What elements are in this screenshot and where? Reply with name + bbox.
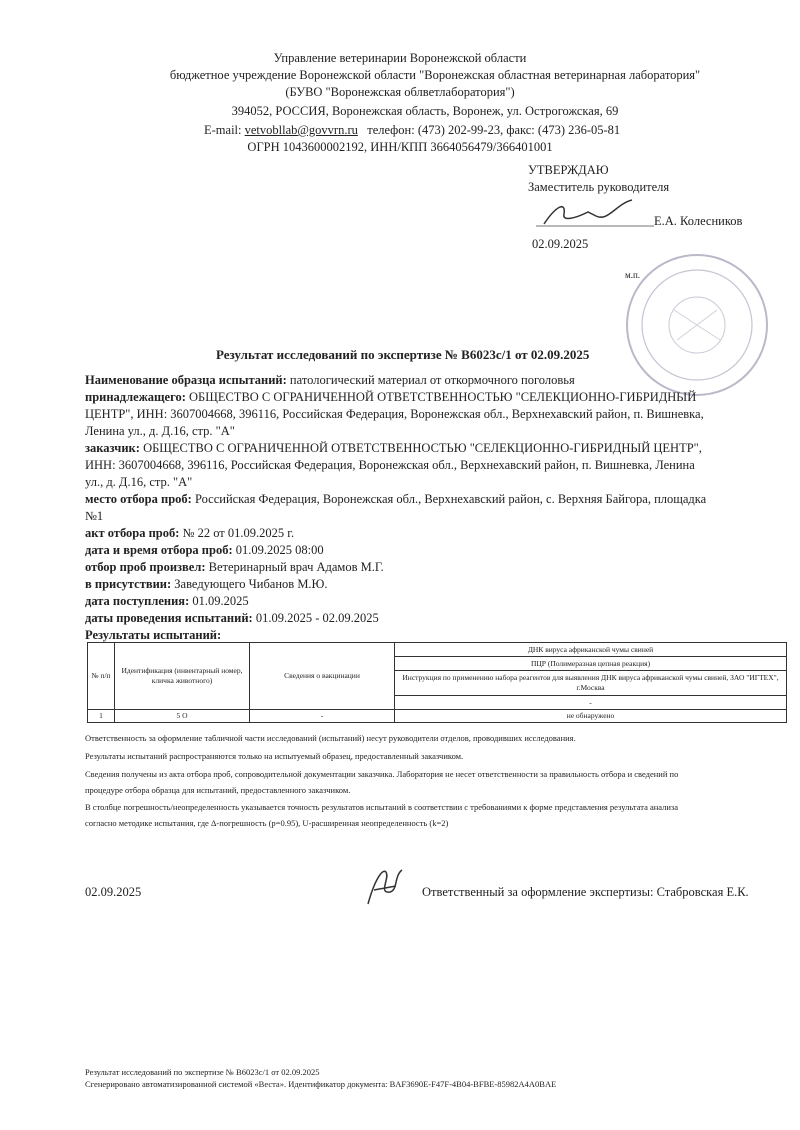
col-identification-header: Идентификация (инвентарный номер, кличка животного): [115, 643, 250, 710]
col-uncertainty-header: -: [395, 696, 787, 710]
note-source-cont: процедуре отбора образца для испытаний, предоставленного заказчиком.: [85, 785, 351, 795]
header-short-name: (БУВО "Воронежская облветлаборатория"): [285, 85, 515, 99]
field-line: акт отбора проб: № 22 от 01.09.2025 г.: [85, 526, 295, 540]
field-line: ЦЕНТР", ИНН: 3607004668, 396116, Российская Федерация, Воронежская обл., Верхнехавский район, п. Вишневка,: [85, 407, 704, 421]
footer-date: 02.09.2025: [85, 885, 142, 899]
approve-title: УТВЕРЖДАЮ: [528, 163, 609, 177]
field-line: отбор проб произвел: Ветеринарный врач Адамов М.Г.: [85, 560, 384, 574]
approve-position: Заместитель руководителя: [528, 180, 670, 194]
cell-identification: 5 О: [115, 710, 250, 723]
note-uncertainty: В столбце погрешность/неопределенность указывается точность результатов испытаний в соответствии с требованиями к форме представления результата анализа: [85, 802, 679, 812]
field-line: Ленина ул., д. Д.16, стр. "А": [85, 424, 235, 438]
header-agency: Управление ветеринарии Воронежской области: [273, 51, 527, 65]
email-link[interactable]: vetvobllab@govvrn.ru: [244, 123, 358, 137]
field-line: заказчик: ОБЩЕСТВО С ОГРАНИЧЕННОЙ ОТВЕТСТВЕННОСТЬЮ "СЕЛЕКЦИОННО-ГИБРИДНЫЙ ЦЕНТР",: [85, 441, 702, 455]
approve-date: 02.09.2025: [532, 237, 589, 251]
col-vaccination-header: Сведения о вакцинации: [250, 643, 395, 710]
field-line: принадлежащего: ОБЩЕСТВО С ОГРАНИЧЕННОЙ ОТВЕТСТВЕННОСТЬЮ "СЕЛЕКЦИОННО-ГИБРИДНЫЙ: [85, 390, 697, 404]
field-line: Наименование образца испытаний: патологический материал от откормочного поголовья: [85, 373, 575, 387]
footer-doc-reference: Результат исследований по экспертизе № В6023с/1 от 02.09.2025: [85, 1067, 320, 1077]
director-signature: [536, 196, 656, 232]
header-institution: бюджетное учреждение Воронежской области "Воронежская областная ветеринарная лаборатория": [169, 68, 701, 82]
note-scope: Результаты испытаний распространяются только на испытуемый образец, предоставленный заказчиком.: [85, 751, 464, 761]
cell-vaccination: -: [250, 710, 395, 723]
cell-result: не обнаружено: [395, 710, 787, 723]
field-line: ИНН: 3607004668, 396116, Российская Федерация, Воронежская обл., Верхнехавский район, п. Вишневка, Ленина: [85, 458, 695, 472]
field-line: Результаты испытаний:: [85, 628, 222, 642]
field-line: в присутствии: Заведующего Чибанов М.Ю.: [85, 577, 328, 591]
table-row: [88, 710, 787, 723]
field-line: №1: [85, 509, 104, 523]
col-instruction-header: Инструкция по применению набора реагентов для выявления ДНК вируса африканской чумы свиней, ЗАО "ИГТЕХ", г.Москва: [395, 671, 787, 696]
round-seal-stamp: [622, 250, 772, 400]
phone-text: телефон: (473) 202-99-23, факс: (473) 236-05-81: [367, 123, 621, 137]
col-method-header: ПЦР (Полимеразная цепная реакция): [395, 657, 787, 671]
note-responsibility: Ответственность за оформление табличной части исследований (испытаний) несут руководители отделов, проводивших исследования.: [85, 733, 576, 743]
approve-name: Е.А. Колесников: [654, 214, 743, 228]
field-line: дата поступления: 01.09.2025: [85, 594, 249, 608]
field-line: дата и время отбора проб: 01.09.2025 08:00: [85, 543, 324, 557]
field-line: даты проведения испытаний: 01.09.2025 - 02.09.2025: [85, 611, 379, 625]
results-table: [87, 642, 787, 723]
header-ogrn: ОГРН 1043600002192, ИНН/КПП 3664056479/366401001: [247, 140, 553, 154]
email-label: E-mail:: [204, 123, 242, 137]
col-test-header: ДНК вируса африканской чумы свиней: [395, 643, 787, 657]
document-title: Результат исследований по экспертизе № В6023с/1 от 02.09.2025: [216, 347, 590, 362]
note-source: Сведения получены из акта отбора проб, сопроводительной документации заказчика. Лаборатория не несет ответственности за правильность отбора и сведений по: [85, 769, 679, 779]
footer-doc-identifier: Сгенерировано автоматизированной системой «Веста». Идентификатор документа: BAF3690E-F47F-4B04-BFBE-85982A4A0BAE: [85, 1079, 557, 1089]
header-contacts: [204, 122, 620, 138]
field-line: место отбора проб: Российская Федерация, Воронежская обл., Верхнехавский район, с. Верхняя Байгора, площадка: [85, 492, 707, 506]
seal-mp-label: м.п.: [625, 270, 641, 280]
footer-responsible: Ответственный за оформление экспертизы: Стабровская Е.К.: [422, 885, 749, 899]
field-line: ул., д. Д.16, стр. "А": [85, 475, 193, 489]
header-address: 394052, РОССИЯ, Воронежская область, Воронеж, ул. Острогожская, 69: [231, 104, 619, 118]
responsible-signature: [360, 862, 410, 910]
note-uncertainty-cont: согласно методике испытания, где Δ-погрешность (p=0.95), U-расширенная неопределенность (k=2): [85, 818, 449, 828]
cell-number: 1: [88, 710, 115, 723]
col-number-header: № п/п: [88, 643, 115, 710]
table-header-row: [88, 643, 787, 657]
